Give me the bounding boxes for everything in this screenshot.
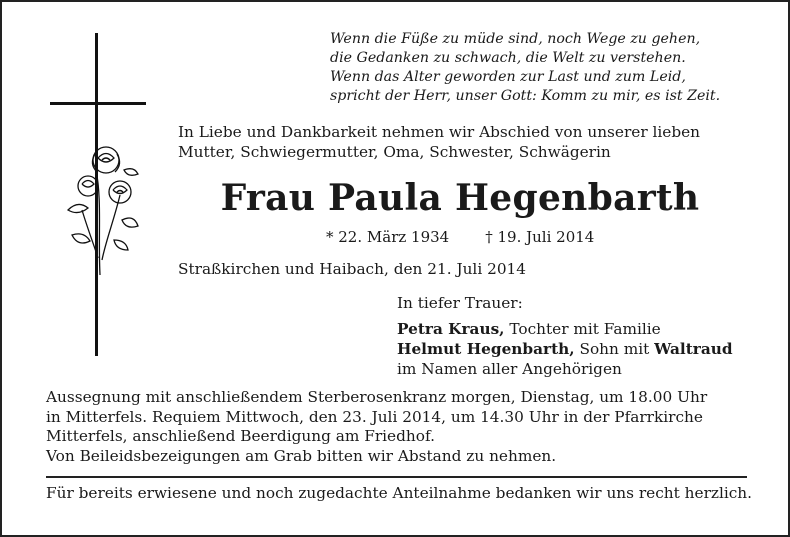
intro-text [178,122,748,162]
life-dates [326,228,594,246]
mourners-block [397,293,733,379]
funeral-line: Aussegnung mit anschließendem Sterberosenkranz morgen, Dienstag, um 18.00 Uhr [46,388,708,406]
thanks-line: Für bereits erwiesene und noch zugedachte Anteilnahme bedanken wir uns recht herzlich. [46,484,753,502]
birth-date: * 22. März 1934 [326,228,450,246]
poem-line: spricht der Herr, unser Gott: Komm zu mir, es ist Zeit. [330,88,721,104]
divider [46,476,747,478]
poem-line: Wenn die Füße zu müde sind, noch Wege zu gehen, [330,31,701,47]
intro-line: Mutter, Schwiegermutter, Oma, Schwester, Schwägerin [178,143,611,161]
mourner-relation: Tochter mit Familie [504,320,661,338]
poem-line: Wenn das Alter geworden zur Last und zum Leid, [330,69,686,85]
deceased-name: Frau Paula Hegenbarth [220,177,700,219]
poem [330,30,760,106]
funeral-details [46,388,746,466]
mourner-relation: Sohn mit [574,340,655,358]
funeral-line: Mitterfels, anschließend Beerdigung am Friedhof. [46,427,435,445]
poem-line: die Gedanken zu schwach, die Welt zu verstehen. [330,50,686,66]
mourner-name: Petra Kraus, [397,320,505,338]
mourners-heading: In tiefer Trauer: [397,294,523,312]
funeral-line: in Mitterfels. Requiem Mittwoch, den 23. Juli 2014, um 14.30 Uhr in der Pfarrkirche [46,407,703,426]
roses-icon [62,140,140,280]
place-and-date: Straßkirchen und Haibach, den 21. Juli 2014 [178,260,527,278]
intro-line: In Liebe und Dankbarkeit nehmen wir Abschied von unserer lieben [178,123,701,141]
cross-horizontal-bar [50,102,146,105]
death-date: † 19. Juli 2014 [485,228,595,246]
mourner-line [397,339,733,359]
mourner-partner: Waltraud [654,340,733,358]
mourner-name: Helmut Hegenbarth, [397,340,575,358]
funeral-line: Von Beileidsbezeigungen am Grab bitten wir Abstand zu nehmen. [46,446,557,465]
mourner-line [397,319,733,339]
mourners-others: im Namen aller Angehörigen [397,360,622,378]
